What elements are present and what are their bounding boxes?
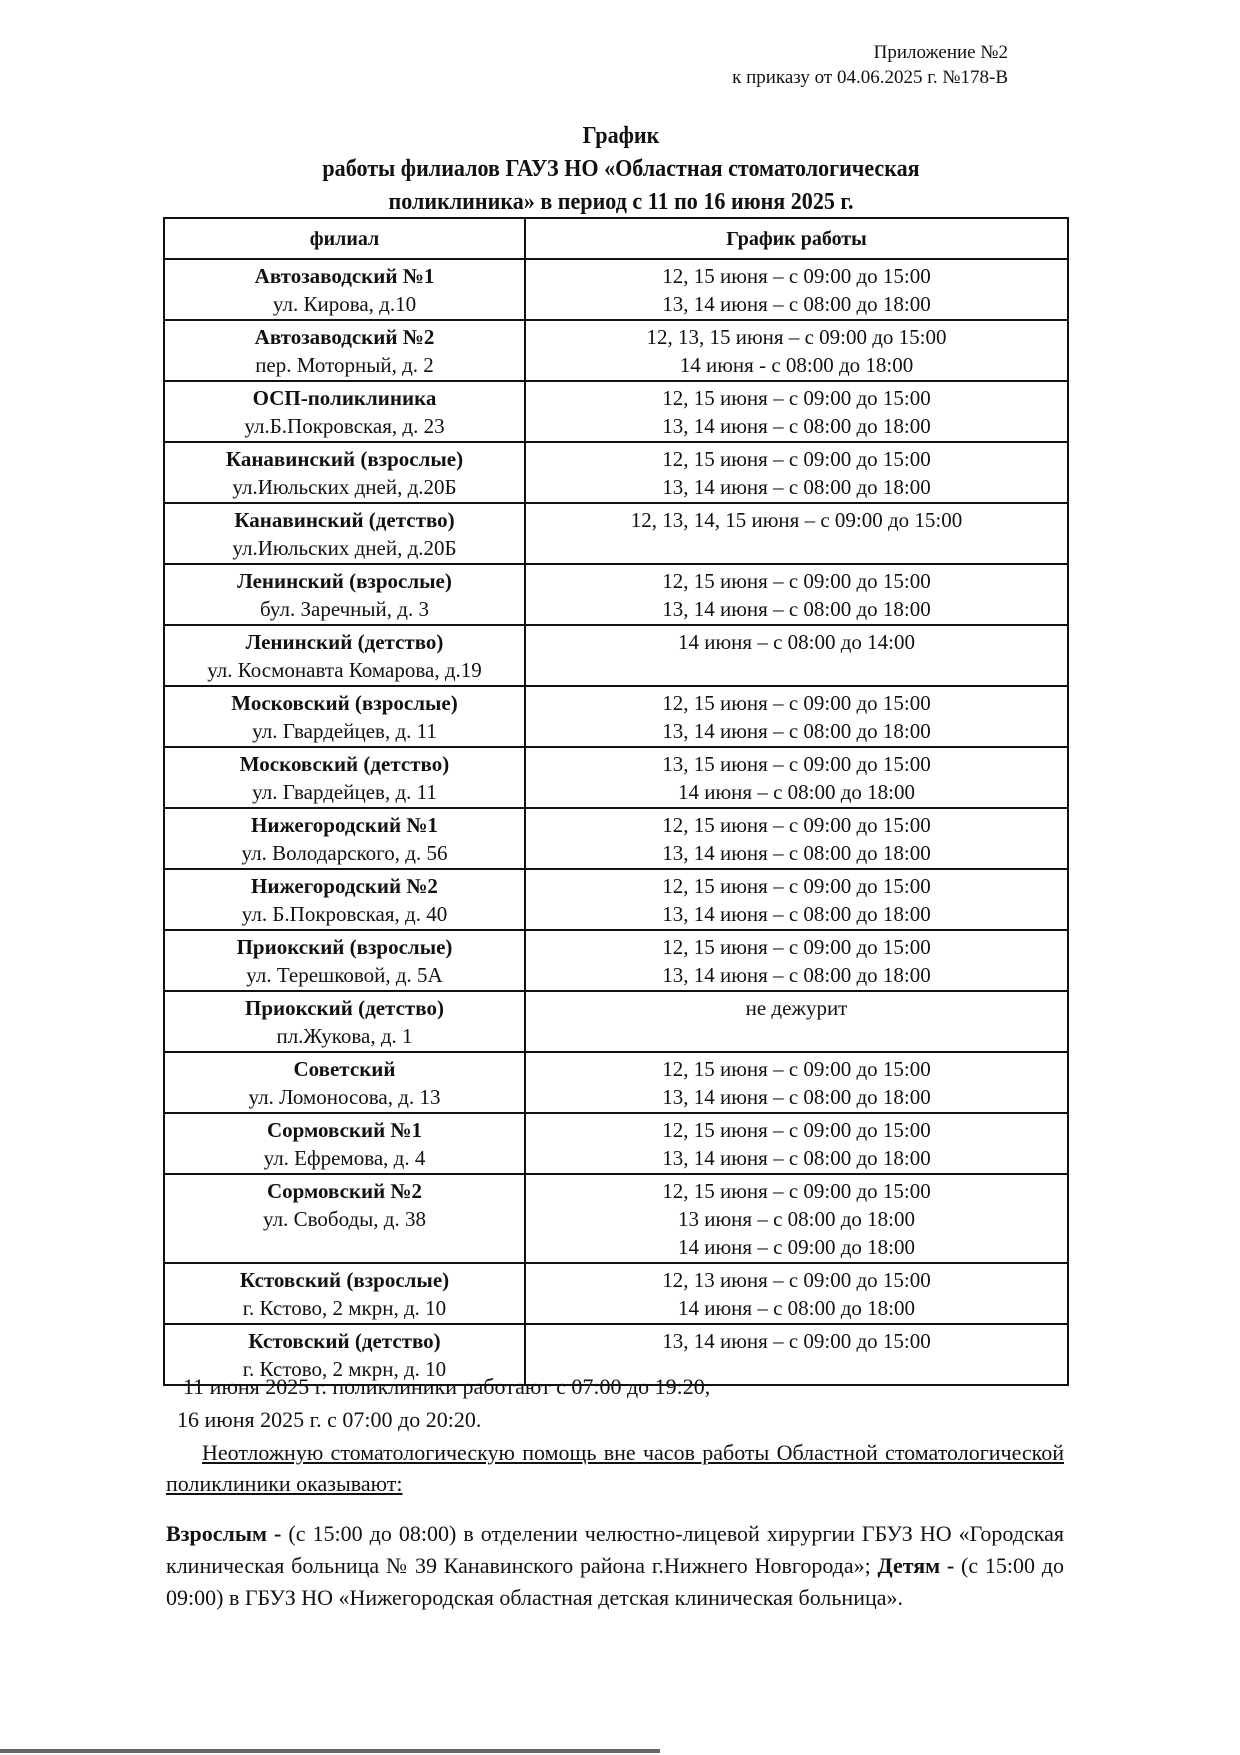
table-row: [164, 442, 1068, 503]
branch-address: ул.Б.Покровская, д. 23: [244, 414, 445, 438]
table-row: [164, 1113, 1068, 1174]
branch-address: пер. Моторный, д. 2: [255, 353, 434, 377]
schedule-line: 12, 15 июня – с 09:00 до 15:00: [662, 691, 931, 715]
adults-label: Взрослым -: [166, 1521, 282, 1546]
branch-cell: [164, 869, 525, 930]
branch-cell: [164, 747, 525, 808]
branch-cell: [164, 1113, 525, 1174]
urgent-care-heading-text: Неотложную стоматологическую помощь вне часов работы Областной стоматологической поликлиники оказывают:: [166, 1440, 1064, 1496]
adults-text: (с 15:00 до 08:00) в отделении челюстно-лицевой хирургии ГБУЗ НО «Городская клиническая больница № 39 Канавинского района г.Нижнего Новгорода»;: [166, 1521, 1064, 1578]
schedule-cell: [525, 991, 1068, 1052]
schedule-line: 12, 15 июня – с 09:00 до 15:00: [662, 447, 931, 471]
schedule-cell: [525, 442, 1068, 503]
branch-address: бул. Заречный, д. 3: [260, 597, 429, 621]
branch-name: Сормовский №1: [266, 1118, 423, 1142]
branch-cell: [164, 1263, 525, 1324]
branch-name: Московский (взрослые): [231, 691, 458, 715]
column-header-schedule: График работы: [525, 218, 1068, 259]
title-line-1: График: [582, 123, 660, 149]
branch-address: г. Кстово, 2 мкрн, д. 10: [242, 1357, 447, 1381]
branch-name: Московский (детство): [239, 752, 450, 776]
schedule-cell: [525, 930, 1068, 991]
schedule-cell: [525, 1113, 1068, 1174]
branch-address: ул. Ломоносова, д. 13: [248, 1085, 441, 1109]
schedule-line: 12, 15 июня – с 09:00 до 15:00: [662, 874, 931, 898]
note-line-1: 11 июня 2025 г. поликлиники работают с 07:00 до 19:20,: [183, 1374, 711, 1399]
schedule-line: 13, 14 июня – с 08:00 до 18:00: [662, 292, 931, 316]
table-row: [164, 503, 1068, 564]
table-row: [164, 320, 1068, 381]
branch-address: пл.Жукова, д. 1: [276, 1024, 413, 1048]
schedule-line: 13, 14 июня – с 08:00 до 18:00: [662, 719, 931, 743]
table-row: [164, 991, 1068, 1052]
schedule-line: 13, 14 июня – с 08:00 до 18:00: [662, 841, 931, 865]
table-body: [164, 259, 1068, 1385]
schedule-line: 13, 14 июня – с 08:00 до 18:00: [662, 1085, 931, 1109]
special-hours-note: [177, 1370, 711, 1436]
branch-cell: [164, 503, 525, 564]
branch-address: ул. Гвардейцев, д. 11: [252, 719, 437, 743]
schedule-cell: [525, 320, 1068, 381]
schedule-line: 14 июня - с 08:00 до 18:00: [679, 353, 914, 377]
table-row: [164, 1052, 1068, 1113]
branch-cell: [164, 259, 525, 320]
branch-address: ул. Гвардейцев, д. 11: [252, 780, 437, 804]
schedule-line: 13 июня – с 08:00 до 18:00: [678, 1207, 915, 1231]
schedule-cell: [525, 1174, 1068, 1263]
schedule-line: 14 июня – с 08:00 до 14:00: [678, 630, 915, 654]
schedule-line: 13, 14 июня – с 09:00 до 15:00: [662, 1329, 931, 1353]
branch-cell: [164, 381, 525, 442]
branch-address: ул. Космонавта Комарова, д.19: [207, 658, 482, 682]
schedule-line: 12, 15 июня – с 09:00 до 15:00: [662, 935, 931, 959]
branch-name: Автозаводский №2: [254, 325, 435, 349]
branch-cell: [164, 1052, 525, 1113]
schedule-line: 14 июня – с 08:00 до 18:00: [678, 780, 915, 804]
schedule-line: 13, 14 июня – с 08:00 до 18:00: [662, 902, 931, 926]
schedule-line: не дежурит: [745, 996, 848, 1020]
branch-name: Кстовский (детство): [248, 1329, 441, 1353]
branch-address: ул. Б.Покровская, д. 40: [241, 902, 448, 926]
branch-cell: [164, 442, 525, 503]
branch-name: Автозаводский №1: [254, 264, 435, 288]
document-title: [197, 120, 1045, 219]
schedule-cell: [525, 564, 1068, 625]
branch-address: ул.Июльских дней, д.20Б: [232, 475, 457, 499]
branch-cell: [164, 808, 525, 869]
children-label: Детям -: [877, 1553, 955, 1578]
column-header-branch: филиал: [164, 218, 525, 259]
branch-address: ул.Июльских дней, д.20Б: [232, 536, 457, 560]
branch-name: Советский: [293, 1057, 396, 1081]
title-line-3: поликлиника» в период с 11 по 16 июня 2025 г.: [388, 189, 854, 215]
branch-address: ул. Володарского, д. 56: [241, 841, 448, 865]
schedule-line: 12, 15 июня – с 09:00 до 15:00: [662, 1179, 931, 1203]
schedule-line: 13, 14 июня – с 08:00 до 18:00: [662, 597, 931, 621]
branch-name: Кстовский (взрослые): [239, 1268, 450, 1292]
branch-address: ул. Терешковой, д. 5А: [246, 963, 443, 987]
schedule-line: 12, 13 июня – с 09:00 до 15:00: [662, 1268, 931, 1292]
table-header-row: [164, 218, 1068, 259]
schedule-line: 13, 15 июня – с 09:00 до 15:00: [662, 752, 931, 776]
branch-name: Ленинский (взрослые): [237, 569, 452, 593]
appendix-number: Приложение №2: [873, 42, 1008, 63]
schedule-cell: [525, 381, 1068, 442]
table-row: [164, 625, 1068, 686]
children-text: (с 15:00 до 09:00) в ГБУЗ НО «Нижегородская областная детская клиническая больница».: [166, 1553, 1064, 1610]
table-row: [164, 1174, 1068, 1263]
branch-name: Приокский (детство): [245, 996, 444, 1020]
schedule-line: 12, 15 июня – с 09:00 до 15:00: [662, 264, 931, 288]
schedule-line: 12, 15 июня – с 09:00 до 15:00: [662, 1118, 931, 1142]
schedule-line: 14 июня – с 09:00 до 18:00: [678, 1235, 915, 1259]
branch-cell: [164, 320, 525, 381]
branch-name: ОСП-поликлиника: [252, 386, 437, 410]
title-line-2: работы филиалов ГАУЗ НО «Областная стоматологическая: [322, 156, 920, 182]
schedule-line: 12, 13, 15 июня – с 09:00 до 15:00: [646, 325, 947, 349]
table-row: [164, 869, 1068, 930]
branch-name: Сормовский №2: [266, 1179, 423, 1203]
table-row: [164, 930, 1068, 991]
branch-name: Канавинский (взрослые): [225, 447, 464, 471]
schedule-table: [163, 217, 1069, 1386]
schedule-line: 14 июня – с 08:00 до 18:00: [678, 1296, 915, 1320]
schedule-cell: [525, 1052, 1068, 1113]
schedule-cell: [525, 503, 1068, 564]
branch-cell: [164, 564, 525, 625]
table-row: [164, 747, 1068, 808]
schedule-cell: [525, 259, 1068, 320]
scan-edge-line: [0, 1749, 660, 1753]
schedule-cell: [525, 747, 1068, 808]
note-line-2: 16 июня 2025 г. с 07:00 до 20:20.: [177, 1407, 482, 1432]
table-row: [164, 381, 1068, 442]
branch-cell: [164, 991, 525, 1052]
schedule-line: 12, 15 июня – с 09:00 до 15:00: [662, 1057, 931, 1081]
table-row: [164, 259, 1068, 320]
schedule-cell: [525, 1263, 1068, 1324]
branch-address: ул. Ефремова, д. 4: [263, 1146, 426, 1170]
schedule-line: 12, 15 июня – с 09:00 до 15:00: [662, 569, 931, 593]
schedule-line: 13, 14 июня – с 08:00 до 18:00: [662, 414, 931, 438]
schedule-line: 12, 15 июня – с 09:00 до 15:00: [662, 386, 931, 410]
branch-name: Нижегородский №2: [251, 874, 438, 898]
appendix-header: [732, 40, 1008, 90]
urgent-care-heading: [166, 1437, 1064, 1499]
schedule-line: 12, 13, 14, 15 июня – с 09:00 до 15:00: [630, 508, 963, 532]
branch-name: Ленинский (детство): [245, 630, 444, 654]
order-reference: к приказу от 04.06.2025 г. №178-В: [732, 67, 1008, 88]
branch-name: Канавинский (детство): [234, 508, 455, 532]
schedule-cell: [525, 625, 1068, 686]
branch-name: Приокский (взрослые): [236, 935, 453, 959]
urgent-care-details: [166, 1518, 1064, 1614]
schedule-cell: [525, 808, 1068, 869]
branch-address: ул. Свободы, д. 38: [263, 1207, 426, 1231]
schedule-cell: [525, 686, 1068, 747]
schedule-line: 13, 14 июня – с 08:00 до 18:00: [662, 963, 931, 987]
schedule-line: 13, 14 июня – с 08:00 до 18:00: [662, 475, 931, 499]
table-row: [164, 808, 1068, 869]
schedule-cell: [525, 869, 1068, 930]
branch-address: г. Кстово, 2 мкрн, д. 10: [242, 1296, 447, 1320]
table-row: [164, 686, 1068, 747]
branch-cell: [164, 625, 525, 686]
schedule-line: 13, 14 июня – с 08:00 до 18:00: [662, 1146, 931, 1170]
branch-cell: [164, 686, 525, 747]
branch-cell: [164, 1174, 525, 1263]
table-row: [164, 564, 1068, 625]
branch-name: Нижегородский №1: [251, 813, 438, 837]
schedule-line: 12, 15 июня – с 09:00 до 15:00: [662, 813, 931, 837]
branch-address: ул. Кирова, д.10: [272, 292, 417, 316]
table-row: [164, 1263, 1068, 1324]
branch-cell: [164, 930, 525, 991]
